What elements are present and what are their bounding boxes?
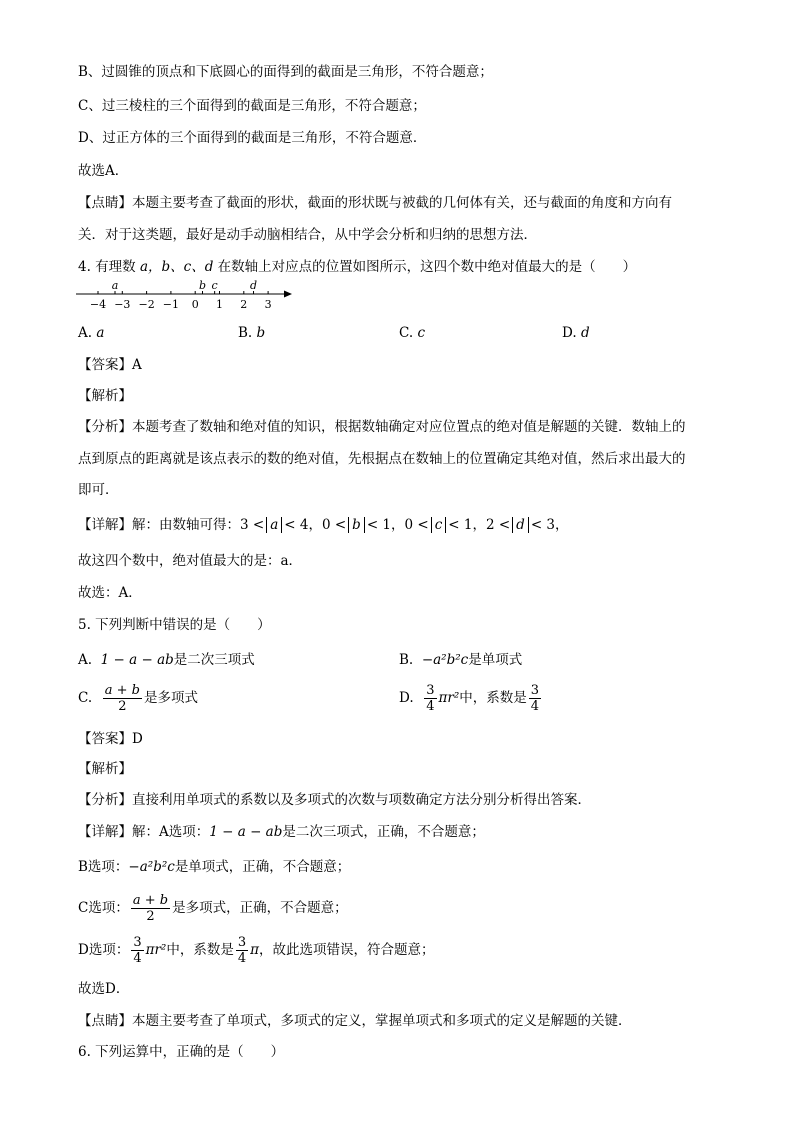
q4-option-b[interactable]: B. b: [238, 325, 266, 341]
number-line-tick-label: −2: [138, 298, 155, 311]
q4-detail: 【详解】解：由数轴可得：3 < a < 4，0 < b < 1，0 < c < 1，2 < d < 3，: [78, 517, 569, 533]
question-6-stem: 6. 下列运算中，正确的是（ ）: [78, 1044, 285, 1060]
q5-option-b[interactable]: B. −a²b²c是单项式: [399, 652, 523, 668]
q4-answer: 【答案】A: [78, 357, 142, 373]
q5-choose: 故选D．: [78, 981, 130, 997]
number-line-tick-label: 0: [191, 298, 199, 311]
comment-line: 关．对于这类题，最好是动手动脑相结合，从中学会分析和归纳的思想方法．: [78, 227, 537, 243]
q5-detail-b: B选项：−a²b²c是单项式，正确，不合题意；: [78, 859, 351, 875]
stem-prefix: 4. 有理数: [78, 259, 140, 275]
q5-detail-d: D选项： $\frac{3}{4}$ πr²中，系数是 $\frac{3}{4}$ π，故此选项错误，符合题意；: [78, 935, 435, 966]
number-line-tick-label: −4: [89, 298, 107, 311]
q5-analysis-heading: 【解析】: [78, 761, 132, 777]
text-line: D、过正方体的三个面得到的截面是三角形，不符合题意．: [78, 130, 427, 146]
q5-option-c[interactable]: C. $\frac{a + b}{2}$ 是多项式: [78, 683, 198, 714]
number-line-point-label: c: [211, 280, 218, 292]
q4-analysis-line: 【分析】本题考查了数轴和绝对值的知识，根据数轴确定对应位置点的绝对值是解题的关键．数轴上的: [78, 419, 686, 435]
text-line: B、过圆锥的顶点和下底圆心的面得到的截面是三角形，不符合题意；: [78, 64, 493, 80]
arrow-icon: [284, 291, 292, 298]
question-5-stem: 5. 下列判断中错误的是（ ）: [78, 617, 271, 633]
text-line: C、过三棱柱的三个面得到的截面是三角形，不符合题意；: [78, 98, 426, 114]
comment-line: 【点睛】本题主要考查了截面的形状，截面的形状既与被截的几何体有关，还与截面的角度和方向有: [78, 195, 672, 211]
q5-detail-c: C选项： $\frac{a + b}{2}$ 是多项式，正确，不合题意；: [78, 893, 348, 924]
q4-analysis-line: 即可．: [78, 482, 119, 498]
q5-detail-a: 【详解】解：A选项：1 − a − ab是二次三项式，正确，不合题意；: [78, 824, 485, 840]
number-line-tick-label: −3: [114, 298, 131, 311]
q4-choose: 故选：A．: [78, 585, 142, 601]
number-line-point-label: d: [249, 280, 258, 292]
number-line-tick-label: 1: [216, 298, 223, 311]
number-line-tick-label: 3: [264, 298, 272, 311]
text-line: 故选A．: [78, 163, 129, 179]
number-line-tick-label: −1: [162, 298, 180, 311]
number-line-point-label: a: [111, 280, 119, 292]
q4-option-d[interactable]: D. d: [562, 325, 590, 341]
q5-option-d[interactable]: D. $\frac{3}{4}$ πr²中，系数是 $\frac{3}{4}$: [399, 683, 540, 714]
number-line-tick-label: 2: [240, 298, 248, 311]
stem-suffix: 在数轴上对应点的位置如图所示，这四个数中绝对值最大的是（ ）: [213, 259, 637, 275]
q4-conclusion: 故这四个数中，绝对值最大的是：a．: [78, 553, 303, 569]
q4-analysis-line: 点到原点的距离就是该点表示的数的绝对值，先根据点在数轴上的位置确定其绝对值，然后求出最大的: [78, 451, 686, 467]
q5-comment: 【点睛】本题主要考查了单项式，多项式的定义，掌握单项式和多项式的定义是解题的关键．: [78, 1013, 632, 1029]
stem-variables: a，b、c、d: [139, 259, 214, 275]
q4-option-c[interactable]: C. c: [399, 325, 425, 341]
q5-option-a[interactable]: A. 1 − a − ab是二次三项式: [78, 652, 255, 668]
number-line-figure: [74, 280, 304, 312]
q5-answer: 【答案】D: [78, 731, 143, 747]
q4-analysis-heading: 【解析】: [78, 388, 132, 404]
q4-option-a[interactable]: A. a: [78, 325, 105, 341]
question-4-stem: [78, 257, 636, 277]
q5-analysis-line: 【分析】直接利用单项式的系数以及多项式的次数与项数确定方法分别分析得出答案．: [78, 792, 591, 808]
number-line-point-label: b: [198, 280, 207, 292]
